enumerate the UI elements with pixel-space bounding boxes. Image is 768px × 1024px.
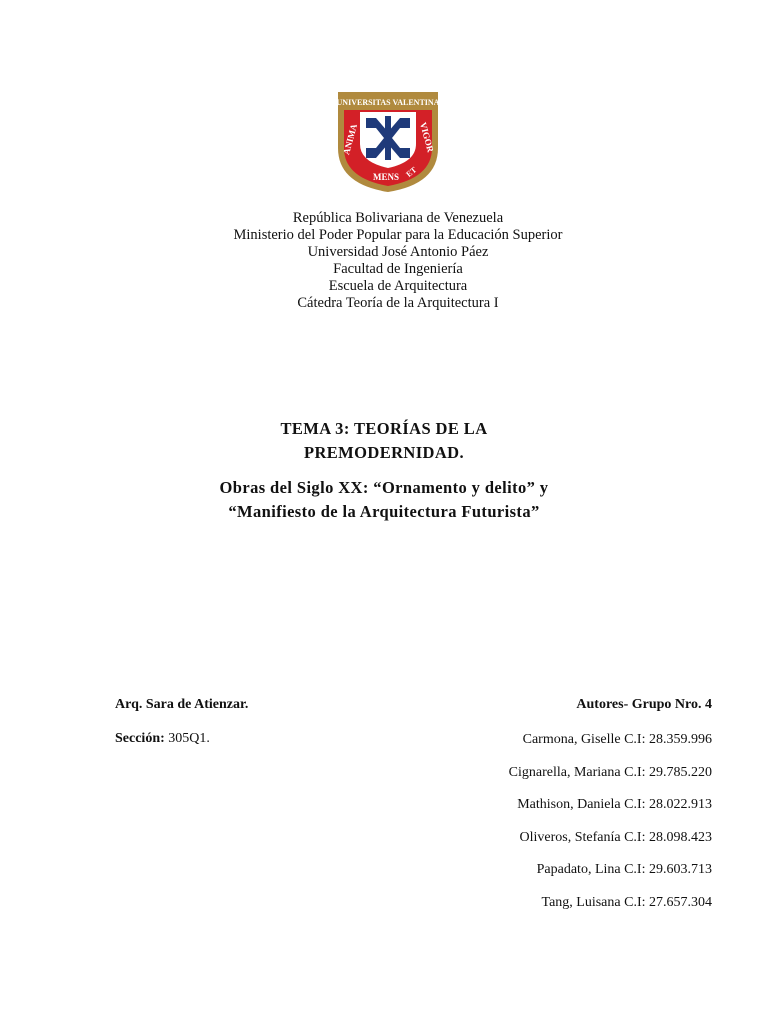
institution-line: Ministerio del Poder Popular para la Educación Superior xyxy=(233,227,563,243)
institution-line: Universidad José Antonio Páez xyxy=(307,244,489,260)
professor-name: Arq. Sara de Atienzar. xyxy=(115,697,249,712)
authors-heading: Autores- Grupo Nro. 4 xyxy=(576,697,712,712)
crest-top-text: UNIVERSITAS VALENTINA xyxy=(336,98,440,107)
crest-et-text: ET xyxy=(404,165,419,179)
author-entry: Carmona, Giselle C.I: 28.359.996 xyxy=(522,732,712,747)
institution-header xyxy=(0,210,768,312)
institution-line: Facultad de Ingeniería xyxy=(333,261,463,277)
crest-left-text: ANIMA xyxy=(341,122,360,156)
institution-line: Escuela de Arquitectura xyxy=(328,278,468,294)
institution-line: República Bolivariana de Venezuela xyxy=(292,210,504,226)
author-entry: Mathison, Daniela C.I: 28.022.913 xyxy=(517,797,712,813)
university-crest-logo xyxy=(336,88,440,194)
topic-title xyxy=(0,417,768,465)
author-entry: Tang, Luisana C.I: 27.657.304 xyxy=(541,894,712,910)
section-label: Sección: xyxy=(115,731,165,746)
section-info xyxy=(115,731,210,747)
crest-bottom-text: MENS xyxy=(372,172,400,182)
authors-list xyxy=(509,731,712,927)
institution-line: Cátedra Teoría de la Arquitectura I xyxy=(297,295,499,311)
topic-title-line: PREMODERNIDAD. xyxy=(303,443,465,462)
section-value: 305Q1. xyxy=(168,731,210,746)
works-subtitle xyxy=(0,476,768,524)
topic-title-line: TEMA 3: TEORÍAS DE LA xyxy=(280,419,488,438)
works-subtitle-line: Obras del Siglo XX: “Ornamento y delito” y xyxy=(219,478,549,497)
author-entry: Oliveros, Stefanía C.I: 28.098.423 xyxy=(519,829,712,845)
author-entry: Papadato, Lina C.I: 29.603.713 xyxy=(536,862,712,878)
author-entry: Cignarella, Mariana C.I: 29.785.220 xyxy=(508,764,712,780)
crest-right-text: VIGOR xyxy=(418,121,436,154)
works-subtitle-line: “Manifiesto de la Arquitectura Futurista” xyxy=(228,502,540,521)
